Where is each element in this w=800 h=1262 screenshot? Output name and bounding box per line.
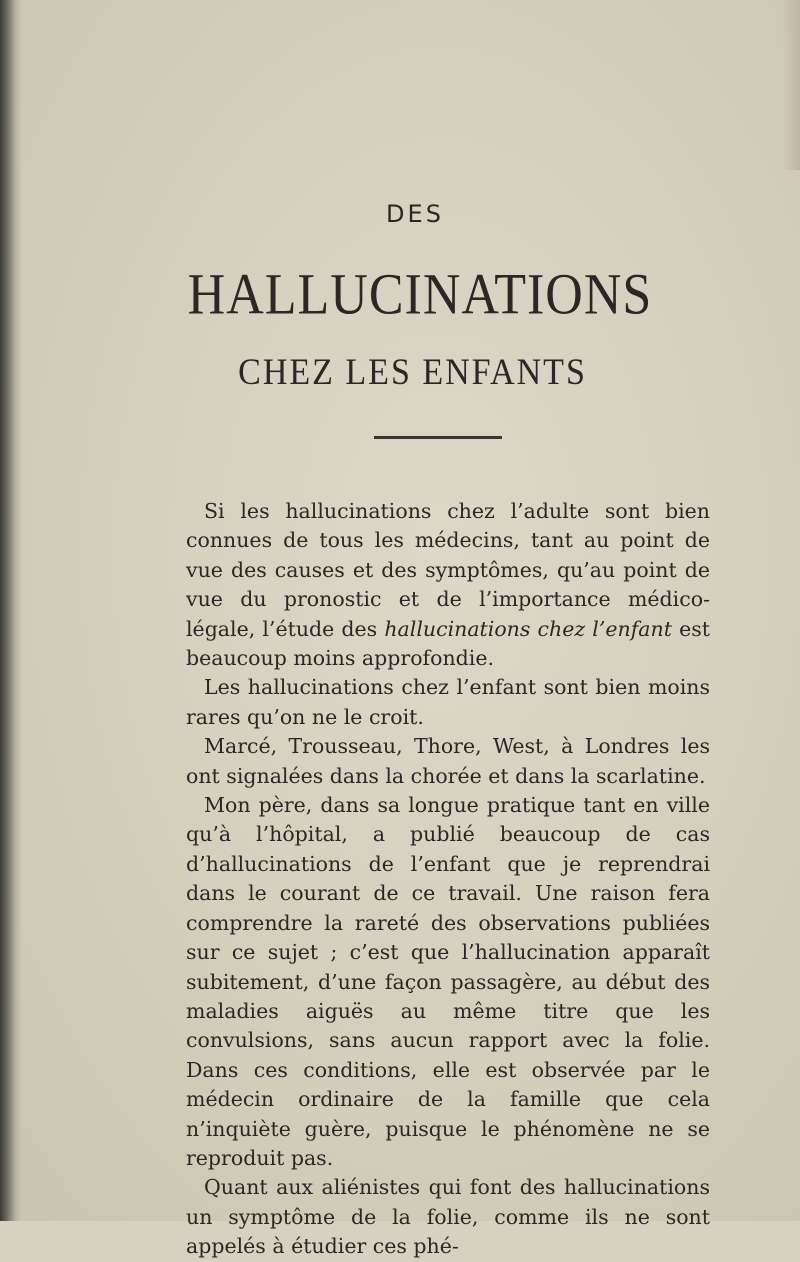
paragraph-1-lead: Si les hallucinations chez l’adulte sont bien connues de tous les médecins, tant au point de vue des causes et des symptômes, qu’au point de vue du pronostic et de l’importance médico-légale, l’étude des (186, 499, 710, 641)
paragraph-1 (186, 497, 710, 673)
book-binding-edge (0, 0, 22, 1221)
paragraph-5: Quant aux aliénistes qui font des hallucinations un symptôme de la folie, comme ils ne sont appelés à étudier ces phé- (186, 1175, 710, 1259)
paragraph-4: Mon père, dans sa longue pratique tant en ville qu’à l’hôpital, a publié beaucoup de cas d’hallucinations de l’enfant que je reprendrai dans le courant de ce travail. Une raison fera comprendre la rareté des observations publiées sur ce sujet ; c’est que l’hallucination apparaît subitement, d’une façon passagère, au début des maladies aiguës au même titre que les convulsions, sans aucun rapport avec la folie. Dans ces conditions, elle est observée par le médecin ordinaire de la famille que cela n’inquiète guère, puisque le phénomène ne se reproduit pas. (186, 793, 710, 1170)
paragraph-1-emphasis: hallucinations chez l’enfant (384, 616, 672, 641)
title-prefix: DES (386, 200, 444, 228)
body-text (186, 497, 710, 1262)
page-title: HALLUCINATIONS (187, 263, 653, 327)
paragraph-3: Marcé, Trousseau, Thore, West, à Londres les ont signalées dans la chorée et dans la scarlatine. (186, 734, 710, 788)
page-subtitle: CHEZ LES ENFANTS (238, 352, 587, 393)
paragraph-1-tail: est beaucoup moins approfondie. (186, 616, 710, 671)
paragraph-2: Les hallucinations chez l’enfant sont bien moins rares qu’on ne le croit. (186, 675, 710, 729)
page-edge-shadow (782, 0, 800, 170)
title-divider (374, 436, 502, 439)
